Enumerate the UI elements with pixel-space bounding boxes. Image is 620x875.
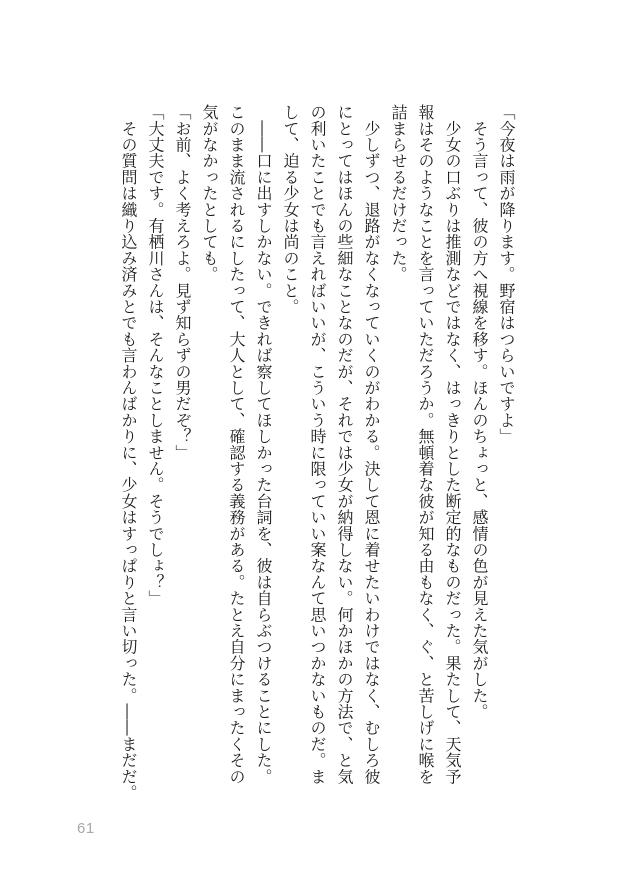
text-line: 気がなかったとしても。 [200, 104, 219, 283]
text-line: にとってはほんの些細なことなのだが、それでは少女が納得しない。何かほかの方法で、と気 [335, 104, 354, 785]
text-line: 少しずつ、退路がなくなっていくのがわかる。決して恩に着せたいわけではなく、むしろ彼 [362, 104, 381, 785]
text-line: その質問は織り込み済みとでも言わんばかりに、少女はすっぱりと言い切った。――まだだ。 [119, 104, 138, 801]
text-line: 詰まらせるだけだった。 [389, 104, 408, 283]
vertical-text-block [115, 104, 520, 801]
text-line: して、迫る少女は尚のこと。 [281, 104, 300, 315]
text-line: そう言って、彼の方へ視線を移す。ほんのちょっと、感情の色が見えた気がした。 [470, 104, 489, 720]
text-line: の利いたことでも言えればいいが、こういう時に限っていい案なんて思いつかないものだ。ま [308, 104, 327, 785]
text-line: 報はそのようなことを言っていただろうか。無頓着な彼が知る由もなく、ぐ、と苦しげに喉を [416, 104, 435, 785]
text-line: 「お前、よく考えろよ。見ず知らずの男だぞ？」 [173, 104, 192, 461]
text-line: 「今夜は雨が降ります。野宿はつらいですよ」 [497, 104, 516, 445]
text-line: 「大丈夫です。有栖川さんは、そんなことしません。そうでしょ？」 [146, 104, 165, 607]
page-number: 61 [77, 820, 95, 837]
text-line: ――口に出すしかない。できれば察してほしかった台詞を、彼は自らぶつけることにした。 [254, 104, 273, 785]
text-line: このまま流されるにしたって、大人として、確認する義務がある。たとえ自分にまったくその [227, 104, 246, 785]
text-line: 少女の口ぶりは推測などではなく、はっきりとした断定的なものだった。果たして、天気予 [443, 104, 462, 785]
